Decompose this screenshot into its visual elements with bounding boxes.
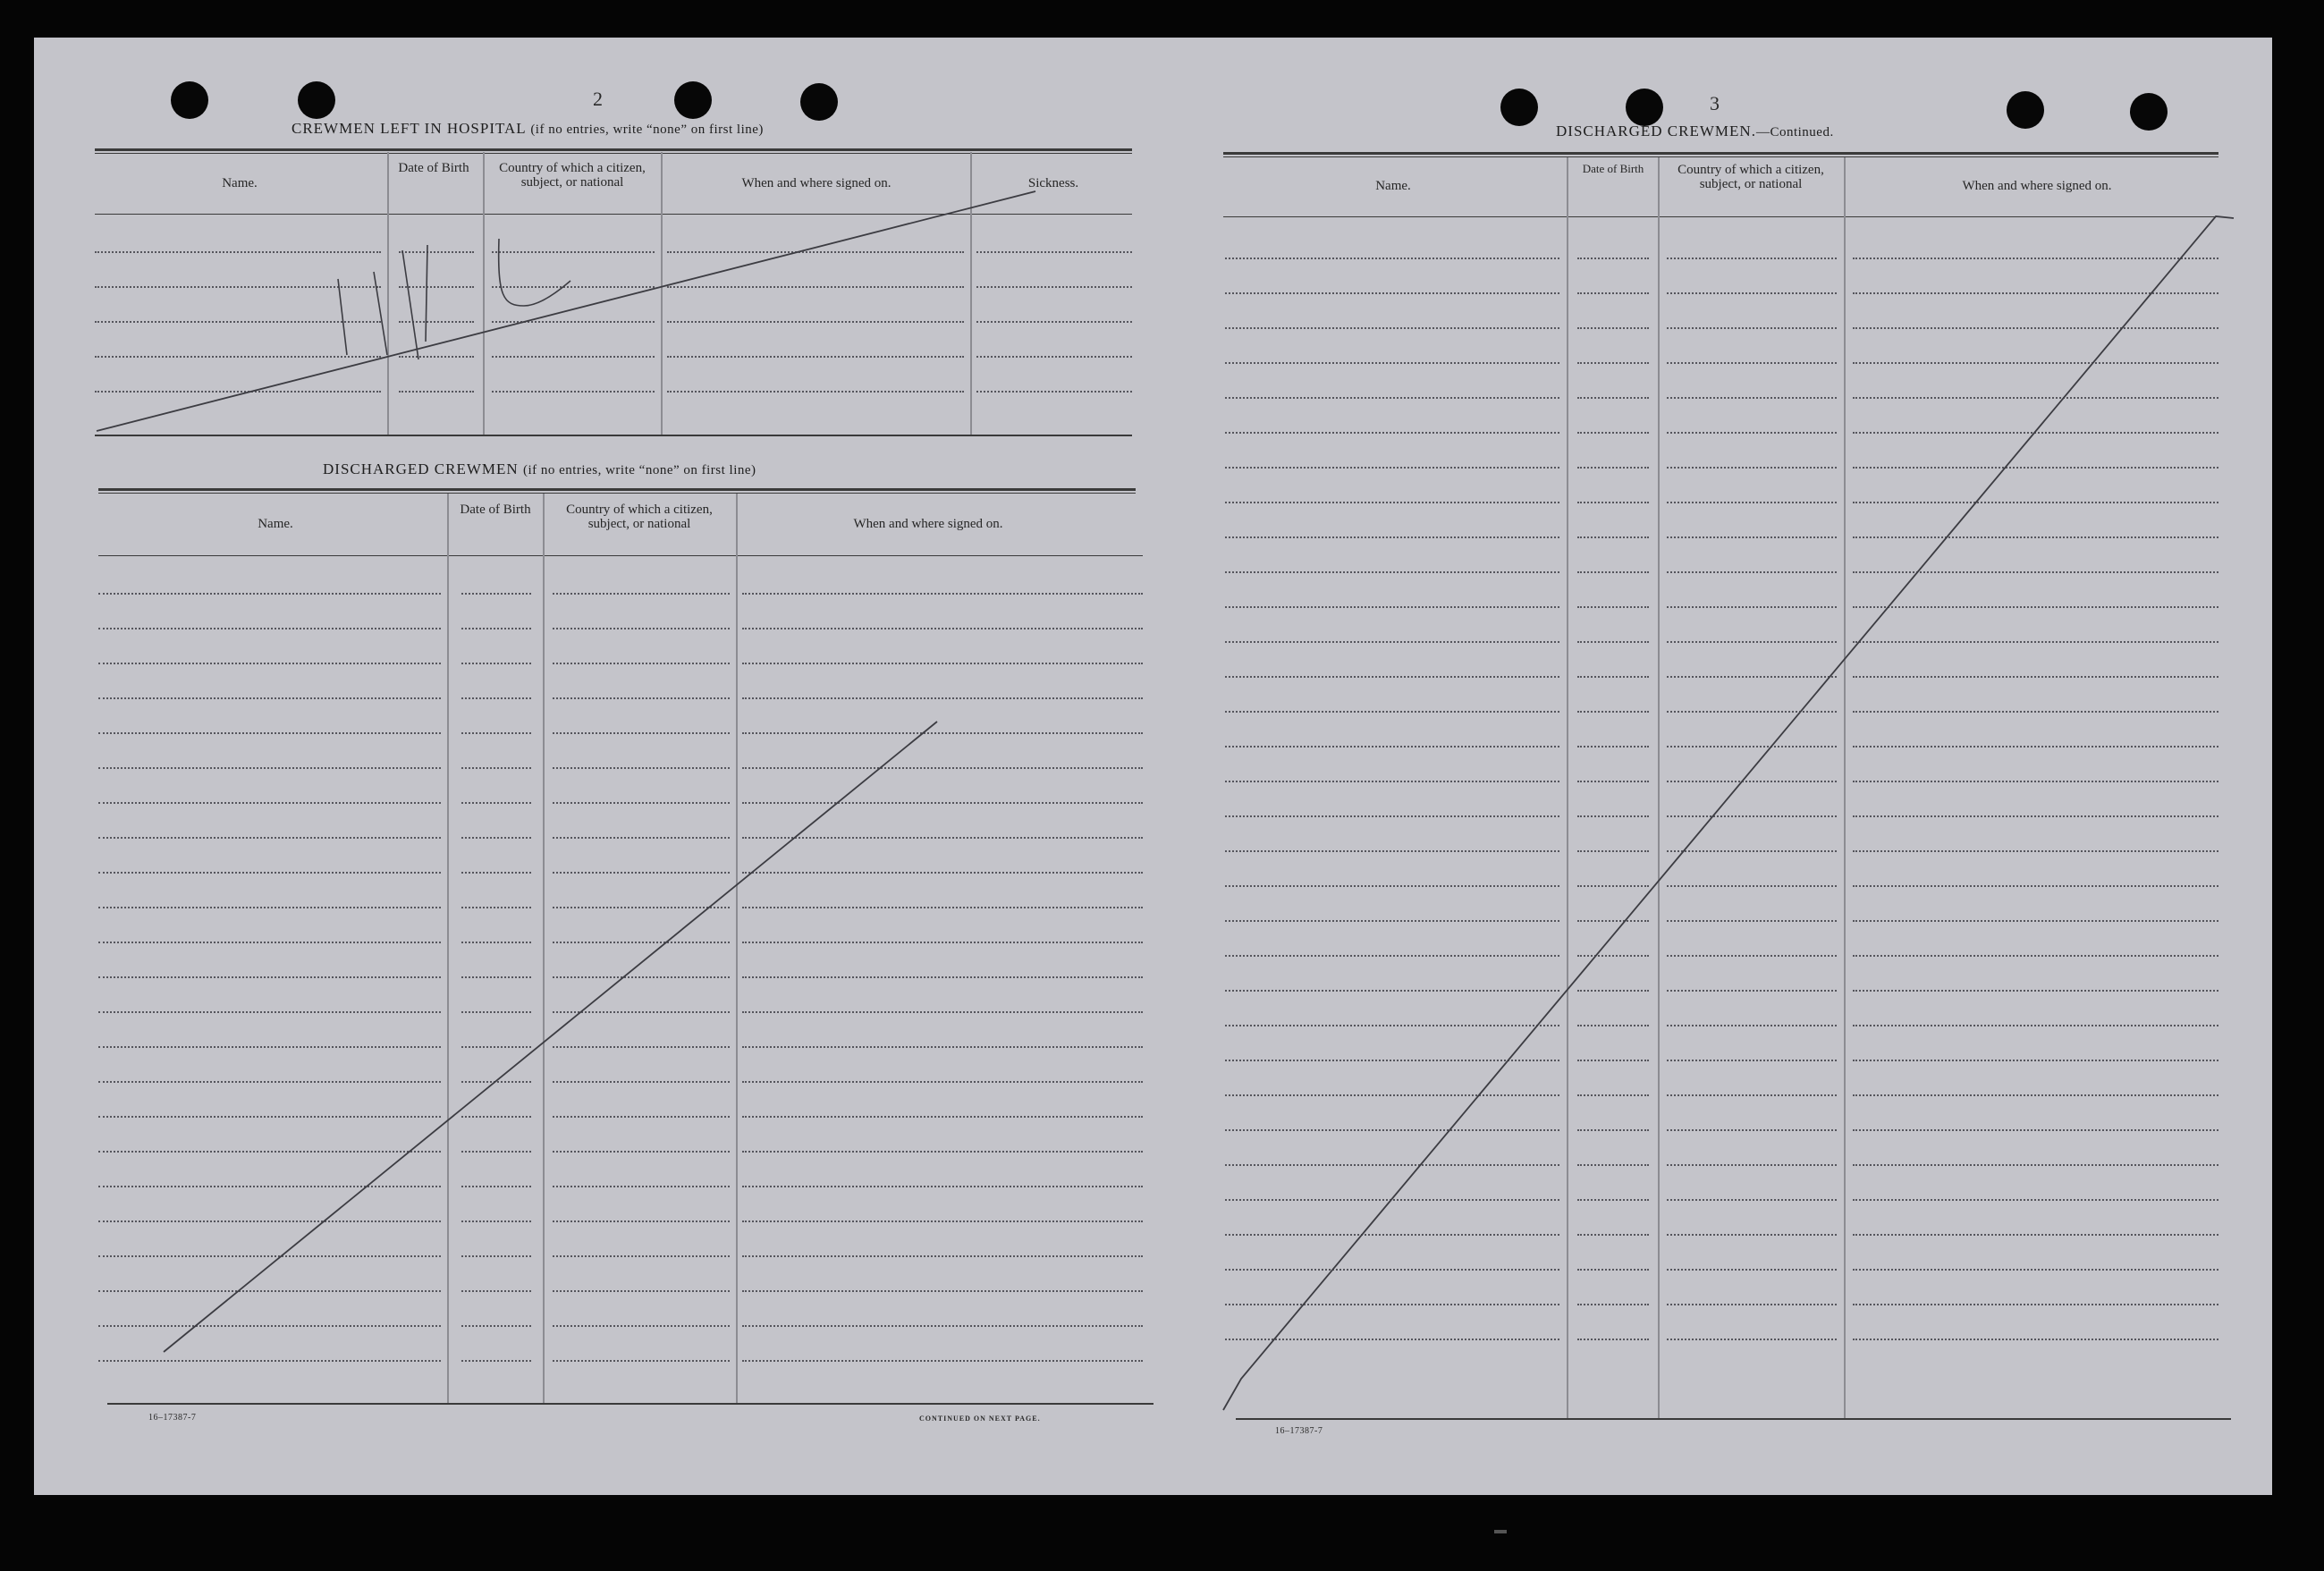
hospital-col-sickness: Sickness. xyxy=(1027,176,1079,190)
discharged-instruction: (if no entries, write “none” on first line) xyxy=(522,463,756,477)
document-sheet xyxy=(34,38,2272,1495)
hospital-handwriting xyxy=(338,239,570,359)
left-form-number: 16–17387-7 xyxy=(148,1413,197,1423)
right-form-number: 16–17387-7 xyxy=(1275,1426,1323,1436)
hospital-title-text: CREWMEN LEFT IN HOSPITAL xyxy=(292,120,527,137)
discharged-col-name: Name. xyxy=(258,517,293,531)
discharged-title-text: DISCHARGED CREWMEN xyxy=(323,460,519,477)
right-page-number: 3 xyxy=(1710,92,1720,114)
right-col-country: Country of which a citizen, subject, or national xyxy=(1678,163,1824,191)
hospital-instruction: (if no entries, write “none” on first line) xyxy=(530,122,764,137)
scan-speck xyxy=(1494,1530,1507,1533)
continued-note: CONTINUED ON NEXT PAGE. xyxy=(919,1415,1041,1423)
hospital-col-dob: Date of Birth xyxy=(398,161,469,175)
hospital-strike-line xyxy=(97,191,1035,431)
right-title-text: DISCHARGED CREWMEN. xyxy=(1556,122,1756,139)
hospital-col-signed: When and where signed on. xyxy=(741,176,892,190)
right-col-signed: When and where signed on. xyxy=(1962,179,2112,193)
pen-strike-marks xyxy=(34,38,2272,1495)
right-col-name: Name. xyxy=(1375,179,1411,193)
discharged-col-country: Country of which a citizen, subject, or national xyxy=(566,503,713,531)
discharged-strike-line xyxy=(164,722,937,1352)
hospital-col-country: Country of which a citizen, subject, or national xyxy=(499,161,646,190)
left-page-number: 2 xyxy=(593,88,603,110)
discharged-col-dob: Date of Birth xyxy=(460,503,531,517)
hospital-col-name: Name. xyxy=(222,176,258,190)
right-col-dob: Date of Birth xyxy=(1582,162,1644,175)
right-strike-line xyxy=(1223,216,2234,1410)
discharged-col-signed: When and where signed on. xyxy=(853,517,1003,531)
right-title-suffix: —Continued. xyxy=(1755,125,1834,139)
